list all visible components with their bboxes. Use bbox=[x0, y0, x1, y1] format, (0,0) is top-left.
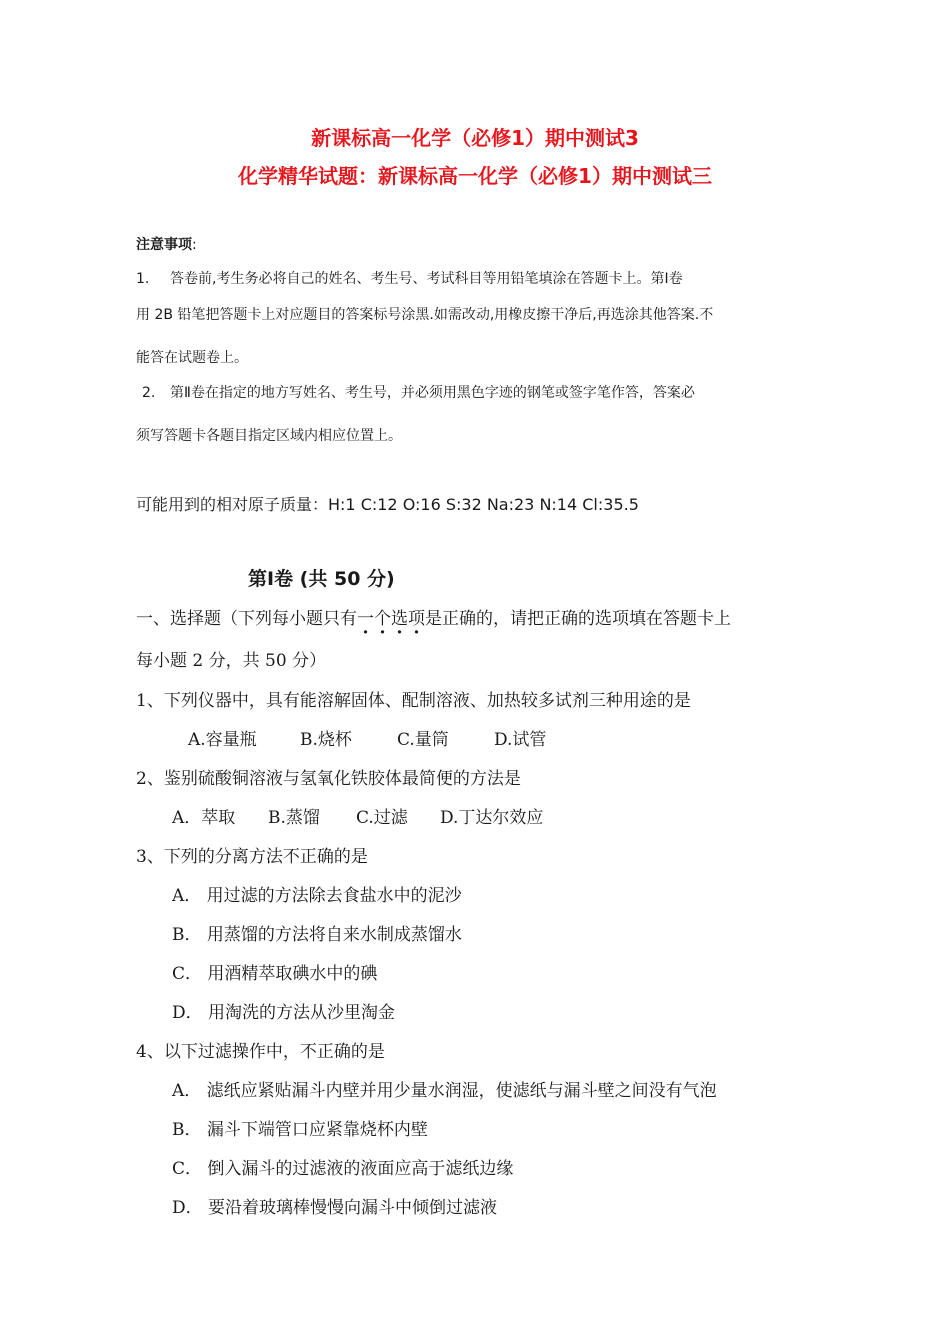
instruction-post: 是正确的，请把正确的选项填在答题卡上 bbox=[425, 609, 731, 629]
instruction-line-2: 每小题 2 分，共 50 分） bbox=[136, 651, 327, 671]
question-1-option-c: C.量筒 bbox=[397, 730, 449, 750]
emphasis-char-1: 一 bbox=[357, 609, 374, 629]
notes-heading bbox=[136, 234, 197, 254]
question-4-option-c: C． 倒入漏斗的过滤液的液面应高于滤纸边缘 bbox=[172, 1159, 514, 1179]
notes-heading-colon: : bbox=[192, 237, 197, 253]
emphasis-char-4: 项 bbox=[408, 609, 425, 629]
question-2-option-b: B.蒸馏 bbox=[268, 808, 320, 828]
question-4-option-a: A． 滤纸应紧贴漏斗内壁并用少量水润湿，使滤纸与漏斗壁之间没有气泡 bbox=[172, 1081, 717, 1101]
document-title: 新课标高一化学（必修1）期中测试3 bbox=[311, 126, 639, 150]
question-4-option-b: B． 漏斗下端管口应紧靠烧杯内壁 bbox=[172, 1120, 428, 1140]
note-1-line-3: 能答在试题卷上。 bbox=[136, 350, 248, 366]
question-1-option-d: D.试管 bbox=[494, 730, 547, 750]
question-3-option-d: D． 用淘洗的方法从沙里淘金 bbox=[172, 1003, 396, 1023]
section-title: 第Ⅰ卷 (共 50 分) bbox=[248, 568, 395, 590]
emphasis-char-2: 个 bbox=[374, 609, 391, 629]
question-1-option-b: B.烧杯 bbox=[300, 730, 352, 750]
note-1-text-1: 答卷前,考生务必将自己的姓名、考生号、考试科目等用铅笔填涂在答题卡上。第Ⅰ卷 bbox=[170, 271, 683, 287]
question-2-option-c: C.过滤 bbox=[356, 808, 408, 828]
question-3-option-b: B． 用蒸馏的方法将自来水制成蒸馏水 bbox=[172, 925, 462, 945]
note-1-line-2: 用 2B 铅笔把答题卡上对应题目的答案标号涂黑.如需改动,用橡皮擦干净后,再选涂其他答案.不 bbox=[136, 307, 714, 323]
instruction-pre: 一、选择题（下列每小题只有 bbox=[136, 609, 357, 629]
emphasis-char-3: 选 bbox=[391, 609, 408, 629]
notes-heading-text: 注意事项 bbox=[136, 237, 192, 253]
note-1-line-1 bbox=[136, 268, 683, 288]
note-2-line-2: 须写答题卡各题目指定区域内相应位置上。 bbox=[136, 428, 402, 444]
question-2-option-d: D.丁达尔效应 bbox=[440, 808, 544, 828]
question-2-option-a: A．萃取 bbox=[172, 808, 236, 828]
note-1-number: 1. bbox=[136, 271, 150, 287]
question-1-stem: 1、下列仪器中，具有能溶解固体、配制溶液、加热较多试剂三种用途的是 bbox=[136, 691, 691, 711]
question-4-option-d: D． 要沿着玻璃棒慢慢向漏斗中倾倒过滤液 bbox=[172, 1198, 498, 1218]
question-1-option-a: A.容量瓶 bbox=[188, 730, 257, 750]
question-4-stem: 4、以下过滤操作中，不正确的是 bbox=[136, 1042, 385, 1062]
note-2-number: 2. bbox=[142, 385, 156, 401]
atomic-mass-line: 可能用到的相对原子质量：H:1 C:12 O:16 S:32 Na:23 N:14 Cl:35.5 bbox=[136, 495, 639, 514]
document-subtitle: 化学精华试题：新课标高一化学（必修1）期中测试三 bbox=[238, 164, 712, 188]
question-3-option-a: A． 用过滤的方法除去食盐水中的泥沙 bbox=[172, 886, 462, 906]
note-2-text-1: 第Ⅱ卷在指定的地方写姓名、考生号，并必须用黑色字迹的钢笔或签字笔作答，答案必 bbox=[170, 385, 695, 401]
question-3-stem: 3、下列的分离方法不正确的是 bbox=[136, 847, 368, 867]
note-2-line-1 bbox=[142, 382, 695, 402]
question-2-options bbox=[172, 803, 543, 828]
question-3-option-c: C． 用酒精萃取碘水中的碘 bbox=[172, 964, 378, 984]
question-2-stem: 2、鉴别硫酸铜溶液与氢氧化铁胶体最简便的方法是 bbox=[136, 769, 521, 789]
question-1-options bbox=[188, 725, 546, 750]
instruction-line-1 bbox=[136, 604, 731, 629]
